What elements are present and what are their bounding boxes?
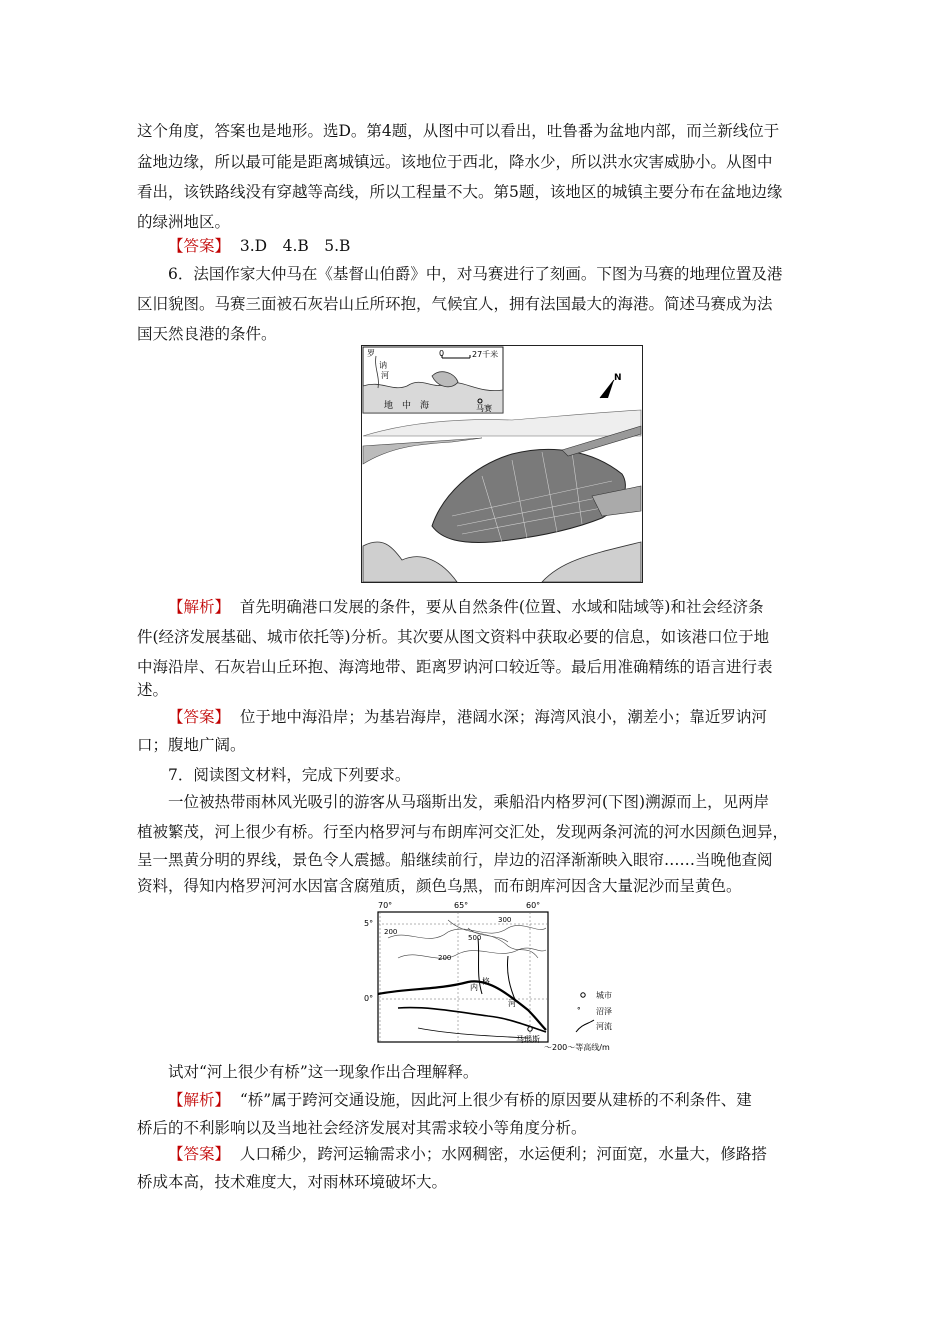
river-label: 河 [508,999,516,1008]
river-legend-icon [576,1020,594,1032]
analysis-line [168,1090,752,1110]
question-line: 7．阅读图文材料，完成下列要求。 [168,766,411,784]
material-line: 资料，得知内格罗河河水因富含腐殖质，颜色乌黑，而布朗库河因含大量泥沙而呈黄色。 [137,877,742,895]
analysis-line: 桥后的不利影响以及当地社会经济发展对其需求较小等角度分析。 [137,1119,587,1137]
analysis-tag: 【解析】 [168,598,231,616]
answer-line: 桥成本高，技术难度大，对雨林环境破坏大。 [137,1173,448,1191]
legend-label: 城市 [596,991,612,1000]
latitude-label: 0° [364,994,374,1003]
text-line: 这个角度，答案也是地形。选D。第4题，从图中可以看出，吐鲁番为盆地内部，而兰新线位于 [137,122,780,140]
manaus-city-marker [528,1027,532,1031]
svg-text:500: 500 [468,934,482,942]
answer-tag: 【答案】 [168,1145,231,1163]
answer-line [168,1144,767,1164]
analysis-line: 件(经济发展基础、城市依托等)分析。其次要从图文资料中获取必要的信息，如该港口位于地 [137,628,770,646]
analysis-line: 中海沿岸、石灰岩山丘环抱、海湾地带、距离罗讷河口较近等。最后用准确精练的语言进行表 [137,658,773,676]
rio-negro-map [358,898,658,1052]
material-line: 一位被热带雨林风光吸引的游客从马瑙斯出发，乘船沿内格罗河(下图)溯源而上，见两岸 [168,793,770,811]
legend-label: 河流 [596,1022,612,1031]
latitude-label: 5° [364,919,374,928]
question-line: 6．法国作家大仲马在《基督山伯爵》中，对马赛进行了刻画。下图为马赛的地理位置及港 [168,265,783,283]
answer-line [168,236,350,256]
question-line: 国天然良港的条件。 [137,325,277,343]
north-arrow-icon [600,373,622,398]
svg-text:200: 200 [384,928,398,936]
foreground-rocks [363,542,457,582]
rio-negro-svg [358,898,658,1052]
question-line: 区旧貌图。马赛三面被石灰岩山丘所环抱，气候宜人，拥有法国最大的海港。简述马赛成为法 [137,295,773,313]
analysis-tag: 【解析】 [168,1091,231,1109]
text-line: 看出，该铁路线没有穿越等高线，所以工程量不大。第5题，该地区的城镇主要分布在盆地边缘 [137,183,783,201]
material-line: 呈一黑黄分明的界线，景色令人震撼。船继续前行，岸边的沼泽渐渐映入眼帘……当晚他查阅 [137,851,773,869]
material-line: 植被繁茂，河上很少有桥。行至内格罗河与布朗库河交汇处，发现两条河流的河水因颜色迥异， [137,823,789,841]
city-legend-icon [581,993,585,997]
inset-river-label: 河 [381,371,389,380]
answer-text: 3.D 4.B 5.B [239,237,351,255]
river-label: 格 [482,977,490,986]
distant-hills [363,410,641,436]
inset-scale-zero: 0 [439,349,445,358]
answer-tag: 【答案】 [168,708,231,726]
inset-sea-label: 地 中 海 [384,401,430,411]
contour-legend-label: ～200～等高线/m [544,1043,610,1052]
analysis-text: 首先明确港口发展的条件，要从自然条件(位置、水域和陆域等)和社会经济条 [239,598,764,616]
river-label: 内 [470,983,478,992]
analysis-text: “桥”属于跨河交通设施，因此河上很少有桥的原因要从建桥的不利条件、建 [239,1091,752,1109]
svg-text:300: 300 [498,916,512,924]
longitude-label: 70° [378,901,393,910]
answer-text: 位于地中海沿岸；为基岩海岸，港阔水深；海湾风浪小，潮差小；靠近罗讷河 [239,708,767,726]
map-frame [378,912,548,1042]
inset-river-label: 讷 [379,361,387,370]
legend-label: 沼泽 [596,1007,612,1016]
text-line: 盆地边缘，所以最可能是距离城镇远。该地位于西北，降水少，所以洪水灾害威胁小。从图中 [137,153,773,171]
inset-city-label: 马赛 [476,404,492,413]
swamp-legend-icon: ᐤ [577,1006,581,1016]
text-line: 的绿洲地区。 [137,213,231,231]
inset-scale-label: 27千米 [472,350,499,359]
city-label: 马瑙斯 [516,1035,540,1044]
answer-tag: 【答案】 [168,237,231,255]
answer-text: 人口稀少，跨河运输需求小；水网稠密，水运便利；河面宽，水量大，修路搭 [239,1145,767,1163]
answer-line: 口；腹地广阔。 [137,736,246,754]
marseille-figure [361,345,643,583]
svg-text:N: N [614,373,622,383]
inset-river-label: 罗 [367,349,375,358]
marseille-illustration [362,346,642,582]
longitude-label: 65° [454,901,469,910]
analysis-line: 述。 [137,681,169,699]
task-line: 试对“河上很少有桥”这一现象作出合理解释。 [168,1063,479,1081]
analysis-line [168,597,763,617]
longitude-label: 60° [526,901,541,910]
svg-text:200: 200 [438,954,452,962]
answer-line [168,707,767,727]
